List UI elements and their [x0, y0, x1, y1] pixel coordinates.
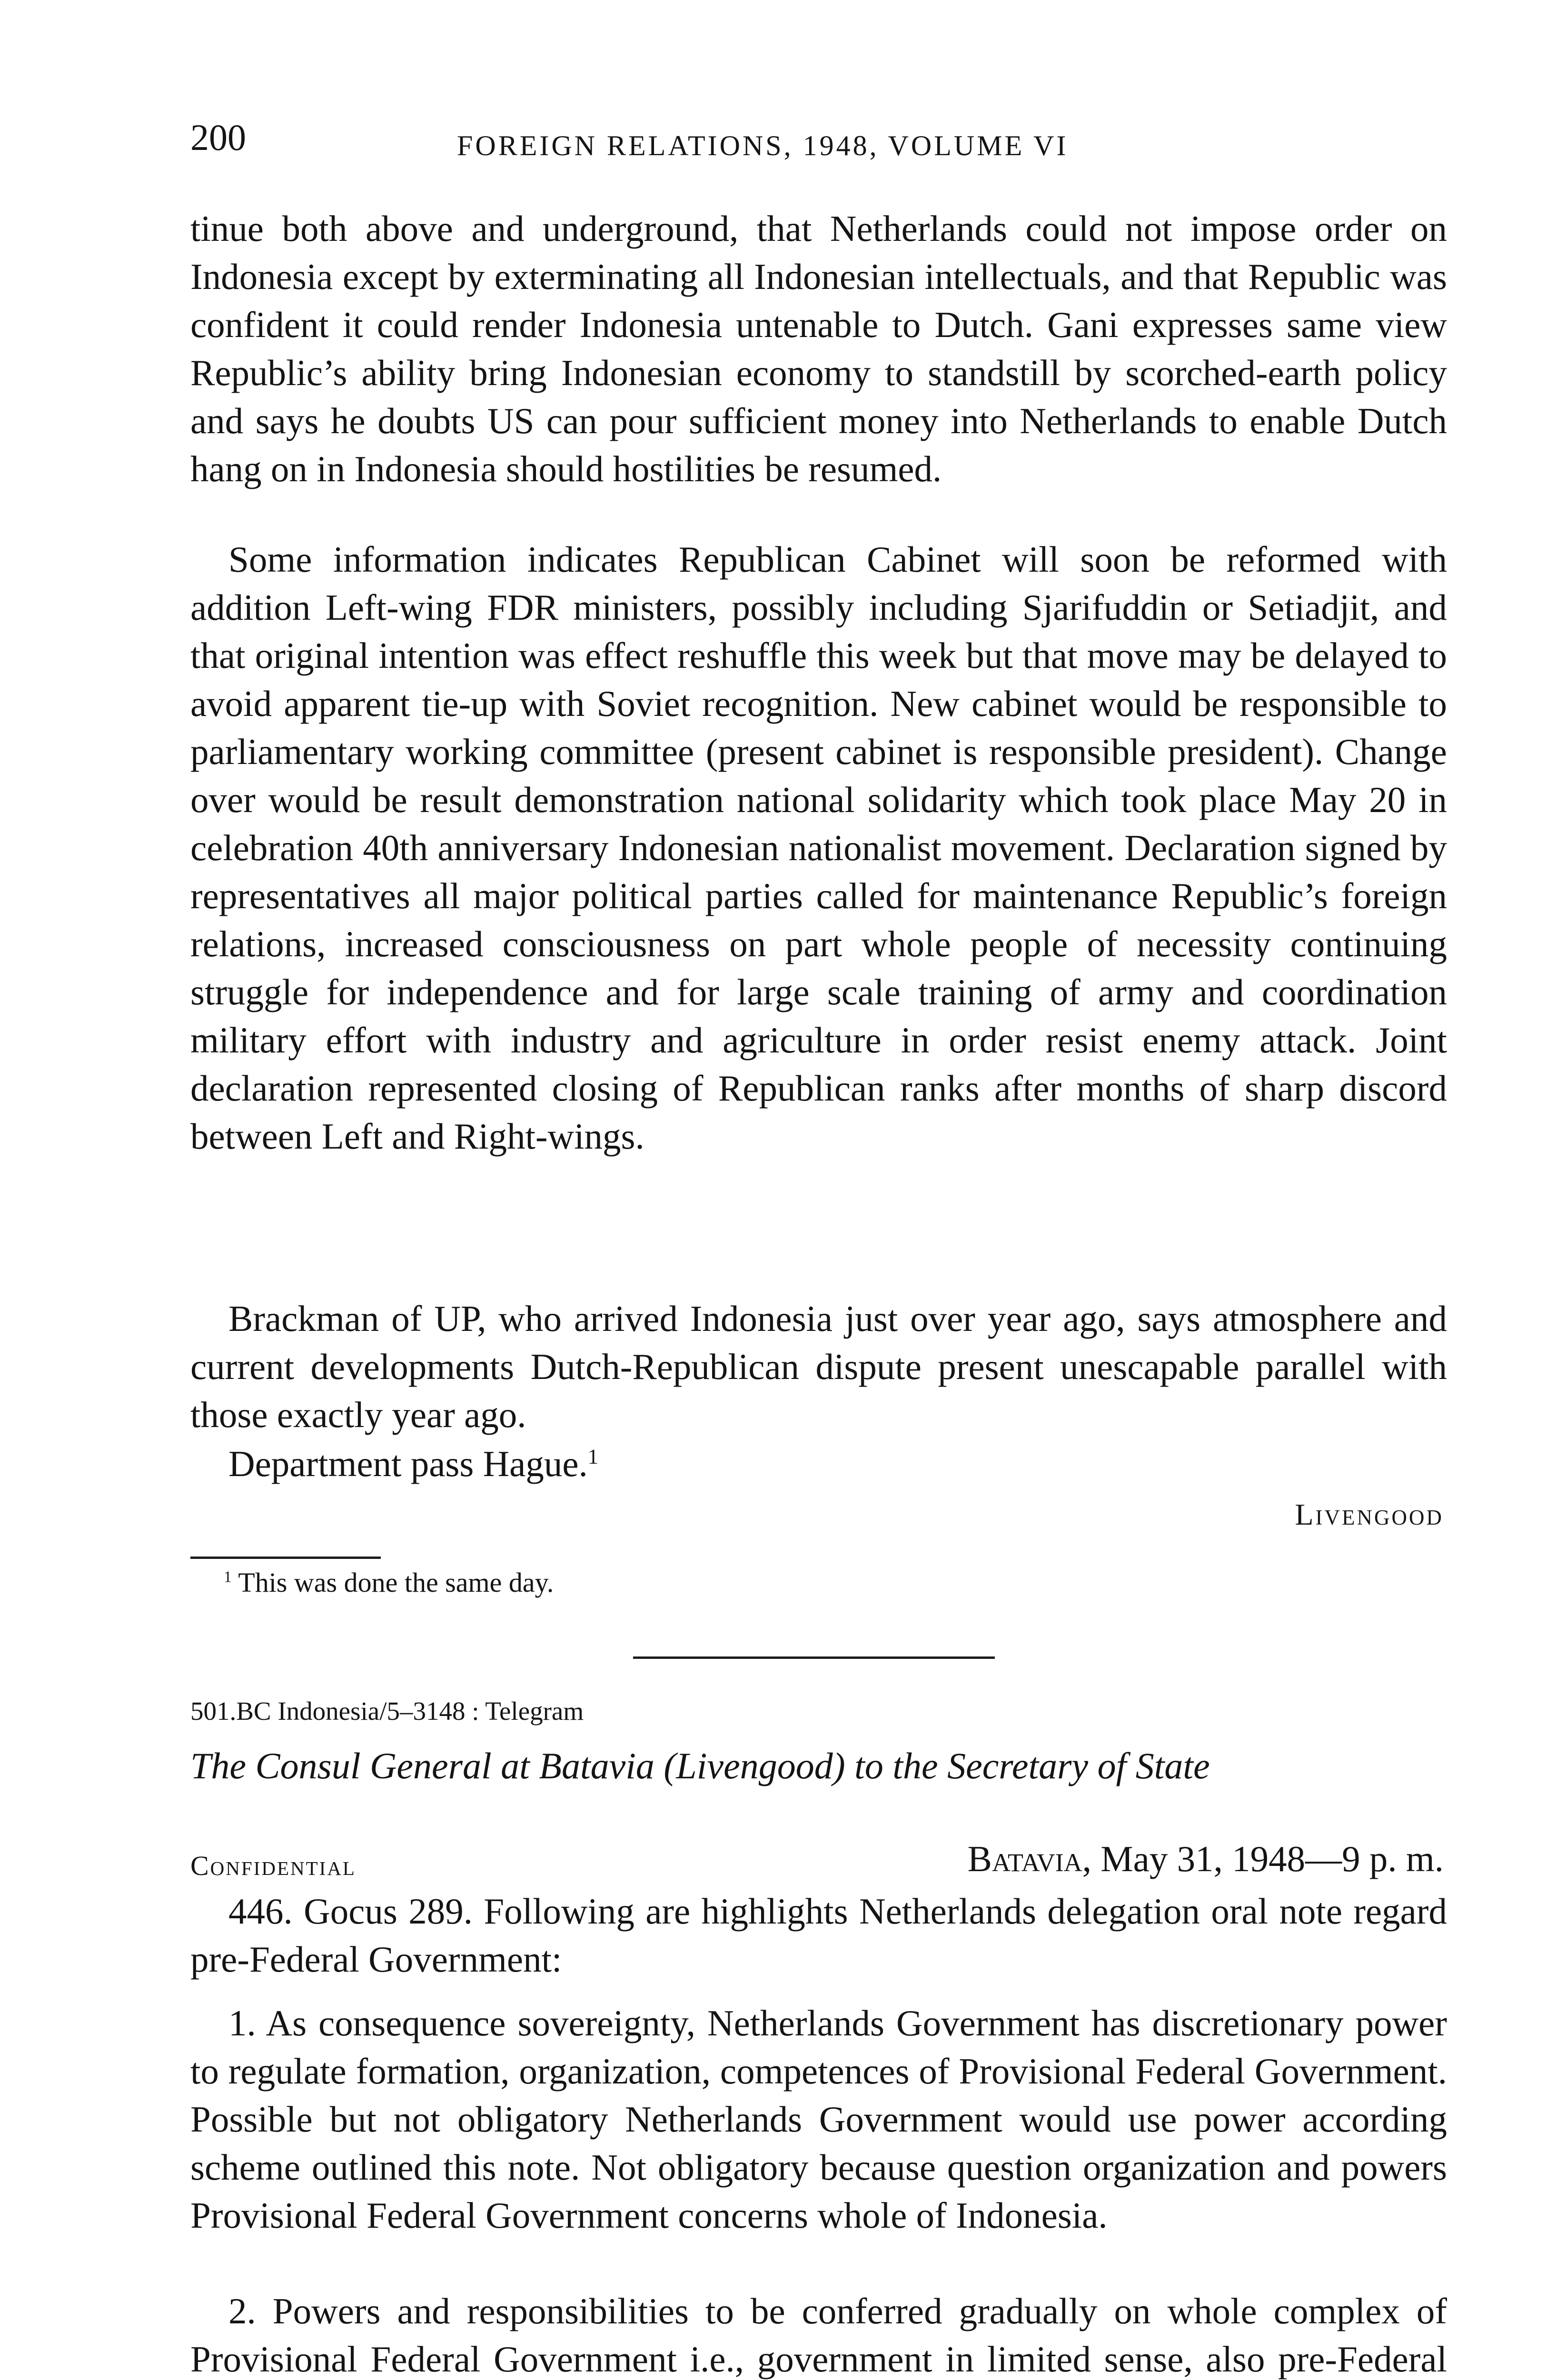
- document-title: The Consul General at Batavia (Livengood) to the Secretary of State: [190, 1745, 1210, 1786]
- dateline-date: , May 31, 1948—9 p. m.: [1082, 1838, 1444, 1879]
- brackman-paragraph: Brackman of UP, who arrived Indonesia just over year ago, says atmosphere and current developments Dutch-Republican dispute present unescapable parallel with those exactly year ago.: [190, 1298, 1447, 1435]
- cabinet-paragraph: Some information indicates Republican Cabinet will soon be reformed with addition Left-wing FDR ministers, possibly including Sjarifuddin or Setiadjit, and that original intention was effect reshuffle this week but that move may be delayed to avoid apparent tie-up with Soviet recognition. New cabinet would be responsible to parliamentary working committee (present cabinet is responsible president). Change over would be result demonstration national solidarity which took place May 20 in celebration 40th anniversary Indonesian nationalist movement. Declaration signed by representatives all major political parties called for maintenance Republic’s foreign relations, increased consciousness on part whole people of necessity continuing struggle for independence and for large scale training of army and coordination military effort with industry and agriculture in order resist enemy attack. Joint declaration represented closing of Republican ranks after months of sharp discord between Left and Right-wings.: [190, 539, 1447, 1157]
- department-paragraph: [190, 1440, 1447, 1488]
- telegram-intro-paragraph: 446. Gocus 289. Following are highlights Netherlands delegation oral note regard pre-Federal Government:: [190, 1891, 1447, 1980]
- dateline: [968, 1835, 1444, 1883]
- footnote-rule: [190, 1557, 381, 1559]
- running-head: FOREIGN RELATIONS, 1948, VOLUME VI: [457, 130, 1069, 161]
- telegram-item-1: 1. As consequence sovereignty, Netherlands Government has discretionary power to regulate formation, organization, competences of Provisional Federal Government. Possible but not obligatory Netherlands Government would use power according scheme outlined this note. Not obligatory because question organization and powers Provisional Federal Government concerns whole of Indonesia.: [190, 2003, 1447, 2236]
- page-number: 200: [190, 117, 246, 158]
- dateline-place: Batavia: [967, 1838, 1082, 1879]
- telegram-item-2: 2. Powers and responsibilities to be conferred gradually on whole complex of Provisional Federal Government i.e., government in limited sense, also pre-Federal: [190, 2291, 1447, 2380]
- signature: Livengood: [1295, 1497, 1444, 1531]
- classification: Confidential: [190, 1850, 356, 1881]
- department-text: Department pass Hague.: [228, 1443, 588, 1484]
- footnote-marker: 1: [224, 1568, 232, 1586]
- page-header: [190, 119, 1219, 171]
- file-reference: 501.BC Indonesia/5–3148 : Telegram: [190, 1696, 584, 1726]
- footnote-text: This was done the same day.: [238, 1567, 554, 1598]
- footnote: [224, 1561, 554, 1604]
- continuation-paragraph: tinue both above and underground, that Netherlands could not impose order on Indonesia except by exterminating all Indonesian intellectuals, and that Republic was confident it could render Indonesia untenable to Dutch. Gani expresses same view Republic’s ability bring Indonesian economy to standstill by scorched-earth policy and says he doubts US can pour sufficient money into Netherlands to enable Dutch hang on in Indonesia should hostilities be resumed.: [190, 208, 1447, 489]
- document-separator: [633, 1656, 995, 1659]
- footnote-reference: 1: [587, 1444, 599, 1468]
